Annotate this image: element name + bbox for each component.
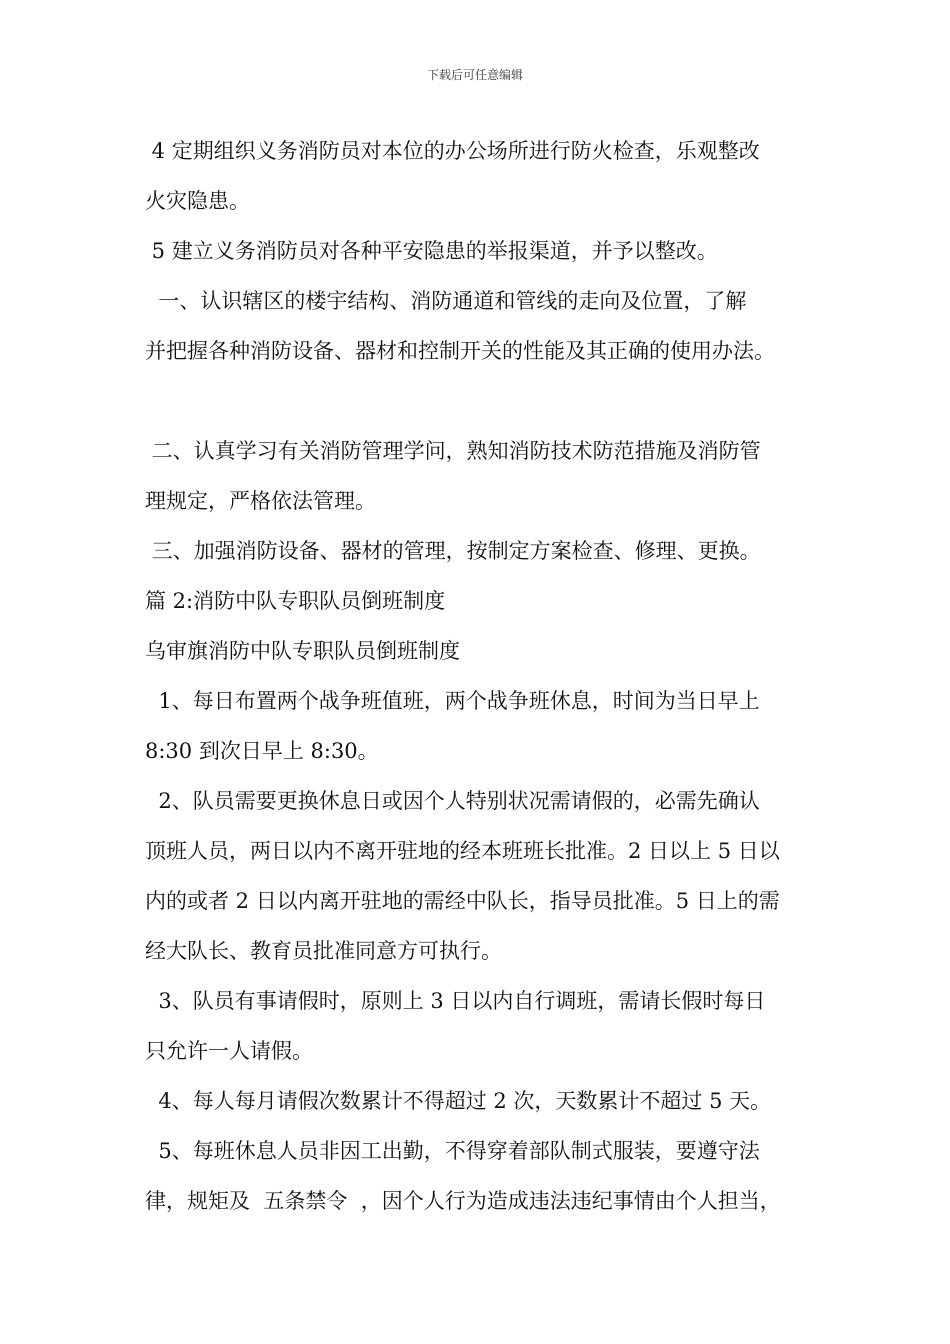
paragraph-line: 4、每人每月请假次数累计不得超过 2 次，天数累计不超过 5 天。 <box>145 1089 772 1113</box>
paragraph-line: 三、加强消防设备、器材的管理，按制定方案检查、修理、更换。 <box>145 539 761 563</box>
paragraph-line: 3、队员有事请假时，原则上 3 日以内自行调班，需请长假时每日 <box>145 989 766 1013</box>
paragraph-line: 8:30 到次日早上 8:30。 <box>145 739 379 763</box>
blank-line <box>145 376 825 426</box>
paragraph-line: 火灾隐患。 <box>145 189 250 213</box>
section-title: 篇 2:消防中队专职队员倒班制度 <box>145 589 446 613</box>
paragraph-line: 并把握各种消防设备、器材和控制开关的性能及其正确的使用办法。 <box>145 339 775 363</box>
paragraph-line: 经大队长、教育员批准同意方可执行。 <box>145 939 502 963</box>
paragraph-line: 5、每班休息人员非因工出勤，不得穿着部队制式服装，要遵守法 <box>145 1139 760 1163</box>
paragraph-line: 内的或者 2 日以内离开驻地的需经中队长，指导员批准。5 日上的需 <box>145 889 780 913</box>
paragraph-line: 4 定期组织义务消防员对本位的办公场所进行防火检查，乐观整改 <box>145 139 760 163</box>
paragraph-line: 只允许一人请假。 <box>145 1039 313 1063</box>
paragraph-line: 二、认真学习有关消防管理学问，熟知消防技术防范措施及消防管 <box>145 439 761 463</box>
paragraph-line: 2、队员需要更换休息日或因个人特别状况需请假的，必需先确认 <box>145 789 760 813</box>
paragraph-line: 1、每日布置两个战争班值班，两个战争班休息，时间为当日早上 <box>145 689 760 713</box>
page-header: 下载后可任意编辑 <box>426 68 523 82</box>
document-body <box>145 126 825 1226</box>
document-title: 乌审旗消防中队专职队员倒班制度 <box>145 639 460 663</box>
paragraph-line: 5 建立义务消防员对各种平安隐患的举报渠道，并予以整改。 <box>145 239 718 263</box>
paragraph-line: 一、认识辖区的楼宇结构、消防通道和管线的走向及位置，了解 <box>145 289 747 313</box>
paragraph-line: 律，规矩及 五条禁令 ，因个人行为造成违法违纪事情由个人担当， <box>145 1189 781 1213</box>
paragraph-line: 理规定，严格依法管理。 <box>145 489 376 513</box>
paragraph-line: 顶班人员，两日以内不离开驻地的经本班班长批准。2 日以上 5 日以 <box>145 839 780 863</box>
